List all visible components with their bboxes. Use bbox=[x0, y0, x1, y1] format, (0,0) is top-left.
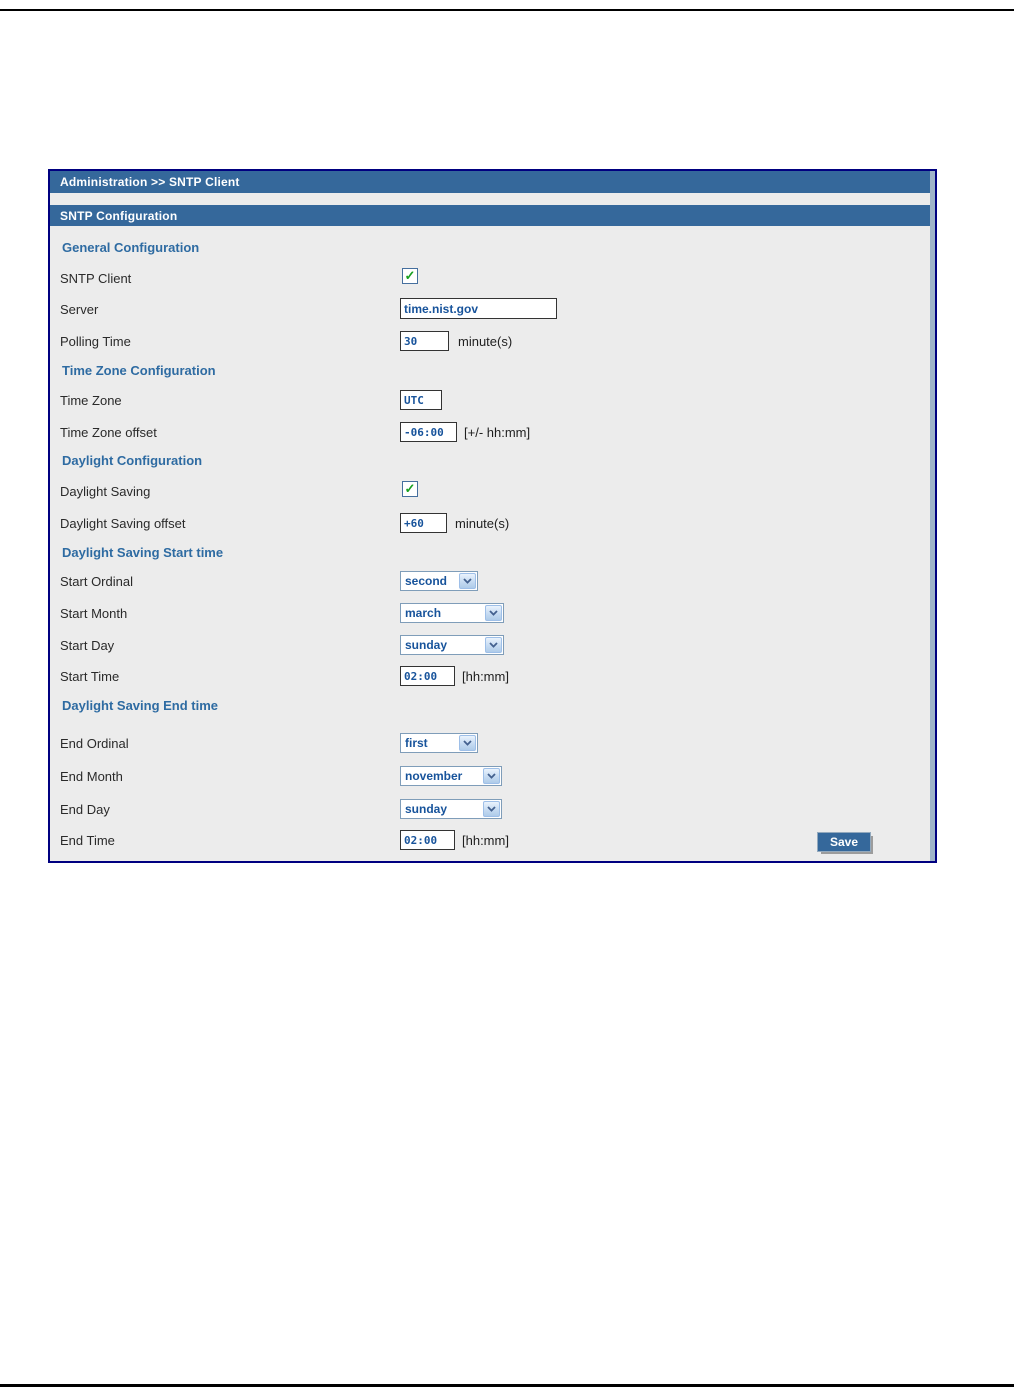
end-ordinal-select[interactable] bbox=[400, 733, 478, 753]
check-icon: ✓ bbox=[404, 267, 416, 283]
time-zone-input[interactable] bbox=[400, 390, 442, 410]
start-day-select[interactable] bbox=[400, 635, 504, 655]
panel-inner-edge bbox=[930, 171, 935, 861]
polling-time-input[interactable] bbox=[400, 331, 449, 351]
time-zone-offset-input[interactable] bbox=[400, 422, 457, 442]
time-zone-label: Time Zone bbox=[60, 393, 122, 408]
daylight-saving-offset-unit: minute(s) bbox=[455, 516, 510, 531]
end-month-label: End Month bbox=[60, 769, 123, 784]
daylight-saving-offset-label: Daylight Saving offset bbox=[60, 516, 186, 531]
start-ordinal-value: second bbox=[405, 574, 448, 588]
end-time-input[interactable] bbox=[400, 830, 455, 850]
start-month-value: march bbox=[405, 606, 442, 620]
chevron-down-icon bbox=[459, 735, 476, 751]
end-day-select[interactable] bbox=[400, 799, 502, 819]
daylight-saving-offset-input[interactable] bbox=[400, 513, 447, 533]
end-month-value: november bbox=[405, 769, 463, 783]
chevron-down-icon bbox=[483, 801, 500, 817]
start-time-unit: [hh:mm] bbox=[462, 669, 509, 684]
chevron-down-icon bbox=[485, 605, 502, 621]
end-day-label: End Day bbox=[60, 802, 110, 817]
daylight-saving-label: Daylight Saving bbox=[60, 484, 151, 499]
start-ordinal-label: Start Ordinal bbox=[60, 574, 133, 589]
end-time-unit: [hh:mm] bbox=[462, 833, 509, 848]
time-zone-offset-label: Time Zone offset bbox=[60, 425, 157, 440]
start-day-label: Start Day bbox=[60, 638, 115, 653]
save-button[interactable]: Save bbox=[817, 832, 871, 852]
section-heading-timezone: Time Zone Configuration bbox=[62, 363, 216, 378]
panel-title: SNTP Configuration bbox=[60, 208, 178, 223]
time-zone-offset-unit: [+/- hh:mm] bbox=[464, 425, 531, 440]
sntp-config-panel bbox=[48, 169, 937, 863]
sntp-client-checkbox[interactable] bbox=[402, 268, 418, 284]
end-ordinal-value: first bbox=[405, 736, 428, 750]
chevron-down-icon bbox=[485, 637, 502, 653]
bottom-rule bbox=[0, 1384, 1014, 1387]
panel-title-bar bbox=[50, 205, 930, 226]
daylight-saving-checkbox[interactable] bbox=[402, 481, 418, 497]
start-time-input[interactable] bbox=[400, 666, 455, 686]
breadcrumb bbox=[50, 171, 930, 193]
end-ordinal-label: End Ordinal bbox=[60, 736, 129, 751]
section-heading-general: General Configuration bbox=[62, 240, 200, 255]
top-rule bbox=[0, 9, 1014, 11]
chevron-down-icon bbox=[459, 573, 476, 589]
check-icon: ✓ bbox=[404, 480, 416, 496]
sntp-client-label: SNTP Client bbox=[60, 271, 132, 286]
start-month-select[interactable] bbox=[400, 603, 504, 623]
server-label: Server bbox=[60, 302, 99, 317]
end-day-value: sunday bbox=[405, 802, 448, 816]
start-time-label: Start Time bbox=[60, 669, 120, 684]
polling-time-label: Polling Time bbox=[60, 334, 131, 349]
start-ordinal-select[interactable] bbox=[400, 571, 478, 591]
section-heading-dst-end: Daylight Saving End time bbox=[62, 698, 219, 713]
end-time-label: End Time bbox=[60, 833, 115, 848]
chevron-down-icon bbox=[483, 768, 500, 784]
polling-time-unit: minute(s) bbox=[458, 334, 513, 349]
breadcrumb-text: Administration >> SNTP Client bbox=[60, 175, 240, 189]
start-day-value: sunday bbox=[405, 638, 448, 652]
section-heading-daylight: Daylight Configuration bbox=[62, 453, 203, 468]
server-input[interactable] bbox=[400, 298, 557, 319]
section-heading-dst-start: Daylight Saving Start time bbox=[62, 545, 224, 560]
start-month-label: Start Month bbox=[60, 606, 128, 621]
end-month-select[interactable] bbox=[400, 766, 502, 786]
